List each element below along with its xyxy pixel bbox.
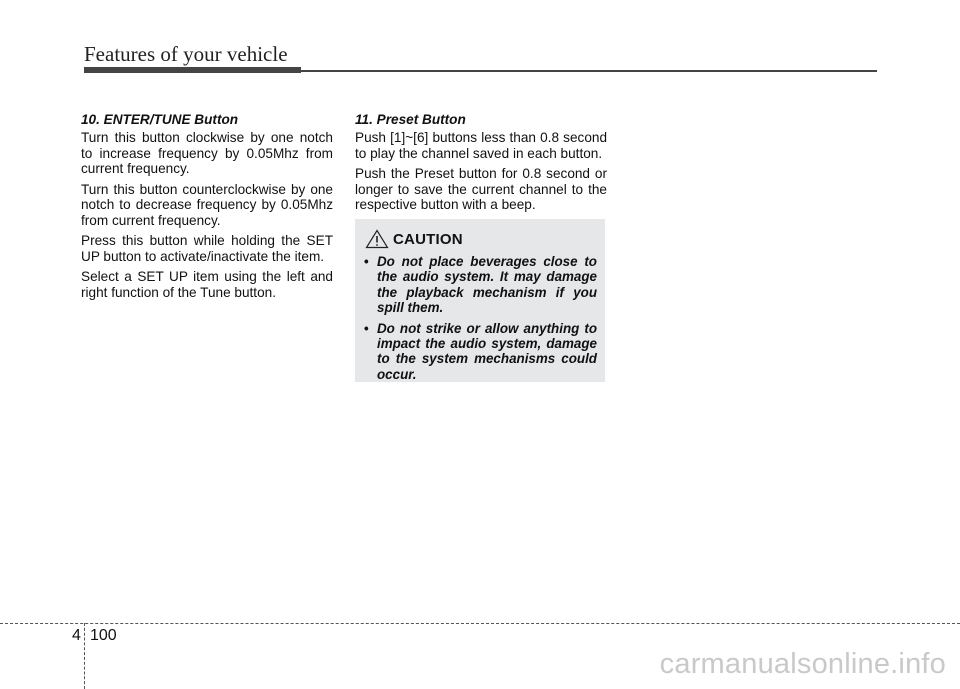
- right-column: [355, 112, 607, 218]
- caution-box: [355, 219, 605, 382]
- watermark: carmanualsonline.info: [659, 648, 946, 680]
- caution-title: CAUTION: [393, 230, 463, 248]
- section-heading-enter-tune: 10. ENTER/TUNE Button: [81, 112, 239, 127]
- caution-item: [363, 321, 597, 383]
- left-column: [81, 112, 333, 305]
- footer-dashed-rule: [0, 623, 960, 624]
- caution-header: [365, 228, 463, 250]
- caution-item: [363, 254, 597, 316]
- caution-item-text: Do not strike or allow anything to impact the audio system, damage to the system mechanisms could occur.: [377, 320, 597, 382]
- section-heading-preset: 11. Preset Button: [355, 112, 466, 127]
- footer-dashed-divider: [84, 623, 85, 689]
- paragraph: Push [1]~[6] buttons less than 0.8 second to play the channel saved in each button.: [355, 130, 607, 161]
- bullet: •: [364, 320, 369, 336]
- bullet: •: [364, 254, 369, 269]
- page-number: 100: [90, 627, 117, 644]
- paragraph: Push the Preset button for 0.8 second or longer to save the current channel to the respective button with a beep.: [355, 166, 607, 212]
- header-rule-thin: [301, 70, 877, 72]
- header-title: Features of your vehicle: [84, 42, 288, 66]
- caution-list: [363, 254, 597, 387]
- caution-item-text: Do not place beverages close to the audio system. It may damage the playback mechanism if you spill them.: [377, 254, 597, 316]
- paragraph: Turn this button clockwise by one notch to increase frequency by 0.05Mhz from current frequency.: [81, 130, 333, 176]
- warning-triangle-icon: [365, 229, 389, 249]
- paragraph: Turn this button counterclockwise by one notch to decrease frequency by 0.05Mhz from current frequency.: [81, 181, 333, 228]
- paragraph: Press this button while holding the SET UP button to activate/inactivate the item.: [81, 233, 333, 264]
- paragraph: Select a SET UP item using the left and right function of the Tune button.: [81, 269, 333, 300]
- chapter-number: 4: [72, 627, 81, 644]
- header-rule-thick: [84, 67, 301, 73]
